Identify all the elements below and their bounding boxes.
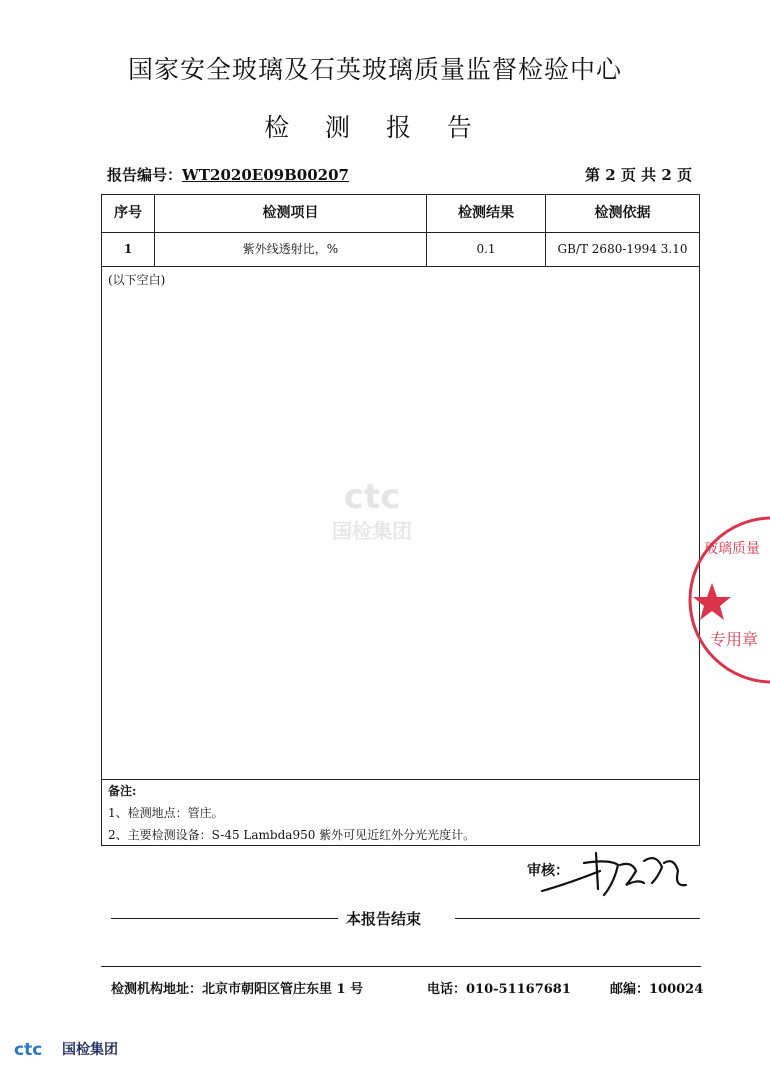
header-item: 检测项目 [262, 205, 319, 221]
notes-title: 备注: [108, 784, 137, 798]
note-equipment: 2、主要检测设备：S-45 Lambda950 紫外可见近红外分光光度计。 [108, 828, 476, 842]
row-item: 紫外线透射比，% [242, 242, 339, 256]
divider [102, 266, 699, 267]
end-line-right [455, 918, 700, 919]
end-line-left [111, 918, 338, 919]
footer-phone: 电话：010-51167681 [427, 982, 571, 997]
row-result: 0.1 [476, 242, 496, 256]
report-number [107, 164, 349, 185]
official-stamp [690, 505, 770, 705]
reviewer-label: 审核： [527, 863, 569, 879]
page-info: 第 2 页 共 2 页 [585, 166, 692, 184]
stamp-text-top: 玻璃质量 [704, 541, 760, 557]
footer-address: 检测机构地址：北京市朝阳区管庄东里 1 号 [111, 982, 364, 997]
watermark-logo [312, 470, 432, 550]
divider [102, 779, 699, 780]
footer-divider [101, 966, 701, 967]
report-number-label: 报告编号： [107, 166, 183, 184]
watermark-logo-text: ctc [343, 477, 401, 517]
ctc-logo-icon [14, 1040, 56, 1058]
row-basis: GB/T 2680-1994 3.10 [557, 242, 688, 256]
watermark-name: 国检集团 [332, 519, 412, 543]
ctc-logo-text: ctc [14, 1040, 43, 1060]
brand-name: 国检集团 [62, 1042, 118, 1058]
reviewer-signature [540, 843, 700, 903]
blank-note: (以下空白) [108, 273, 166, 287]
report-number-value: WT2020E09B00207 [182, 166, 349, 184]
organization-title: 国家安全玻璃及石英玻璃质量监督检验中心 [127, 55, 622, 84]
footer-postcode: 邮编：100024 [610, 982, 704, 997]
stamp-text-bottom: 专用章 [710, 630, 759, 649]
row-no: 1 [123, 242, 133, 256]
header-result: 检测结果 [458, 205, 514, 221]
header-basis: 检测依据 [594, 205, 651, 221]
end-of-report: 本报告结束 [346, 910, 422, 928]
brand-footer [14, 1038, 118, 1060]
header-no: 序号 [114, 205, 142, 221]
note-location: 1、检测地点：管庄。 [108, 806, 224, 820]
document-title: 检 测 报 告 [264, 113, 486, 142]
